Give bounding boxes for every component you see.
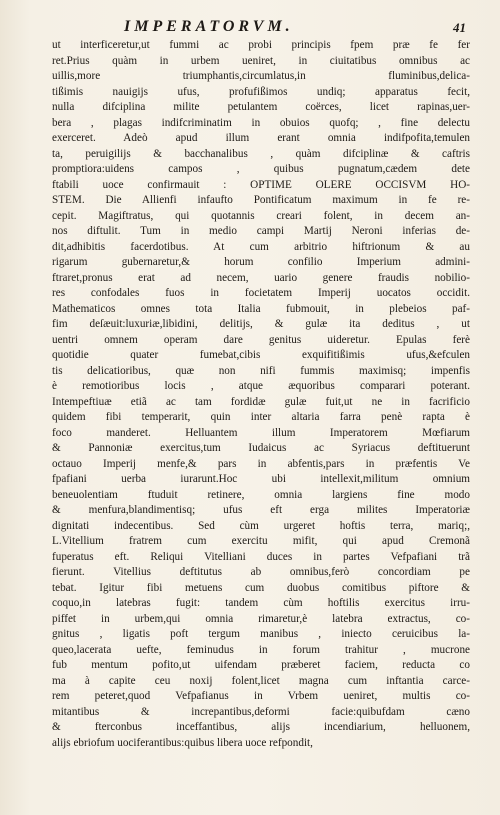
text-line: uillis,more triumphantis,circumlatus,in fluminibus,delica- xyxy=(52,70,470,82)
text-line: exerceret. Adeò apud illum erant omnia indifpofita,temulen xyxy=(52,132,470,144)
text-line: queo,lacerata uefte, feminudus in forum trahitur , mucrone xyxy=(52,643,470,656)
text-line: fim deſæuit:luxuriæ,libidini, delitijs, & gulæ ita deditus , ut xyxy=(52,318,470,330)
text-line: fierunt. Vitellius deftitutus ab omnibus,ferò concordiam pe xyxy=(52,566,470,578)
text-line: ut interficeretur,ut fummi ac probi principis fpem præ fe fer xyxy=(52,39,470,51)
text-line: è remotioribus locis , atque æquoribus comparari poterant. xyxy=(52,380,470,392)
text-line: promptiora:uidens campos , quibus pugnatum,cædem dete xyxy=(52,163,470,175)
text-line: fuperatus eft. Reliqui Vitelliani duces in partes Vefpafiani trã xyxy=(52,550,470,563)
body-text xyxy=(52,38,470,751)
text-line: L.Vitellium fratrem cum exercitu mifit, qui apud Cremonã xyxy=(52,535,470,547)
text-line: nos diftulit. Tum in medio campi Martij Neroni inferias de- xyxy=(52,225,470,237)
text-line: beneuolentiam ftuduit retinere, omnia largiens fine modo xyxy=(52,488,470,501)
page-number: 41 xyxy=(453,20,466,35)
text-line: nulla difciplina milite petulantem coërces, licet rapinas,uer- xyxy=(52,101,470,113)
text-line: ftraret,pronus erat ad necem, uario genere fraudis nobilio- xyxy=(52,271,470,284)
text-line: bera , plagas indifcriminatim in obuios quofq; , fine delectu xyxy=(52,116,470,129)
text-line: uentri omnem operam dare genitus uideretur. Epulas ferè xyxy=(52,333,470,346)
text-line: & fterconbus inceffantibus, alijs incendiarium, helluonem, xyxy=(52,721,470,733)
text-line: ftabili uoce confirmauit : OPTIME OLERE OCCISVM HO- xyxy=(52,178,470,191)
text-line: fpafiani uerba iurarunt.Hoc ubi intellexit,militum omnium xyxy=(52,473,470,485)
text-line: dignitati indecentibus. Sed cùm urgeret hoftis terra, mariq;, xyxy=(52,519,470,532)
text-line: octauo Imperij menfe,& pars in abfentis,pars in præfentis Ve xyxy=(52,457,470,470)
text-line: STEM. Die Allienfi infaufto Pontificatum maximum in fe re- xyxy=(52,194,470,206)
text-line: quotidie quater fumebat,cibis exquifitißimis ufus,&efculen xyxy=(52,349,470,361)
text-line: quidem fibi temperarit, quin inter altaria farra penè rapta è xyxy=(52,411,470,423)
text-line: ret.Prius quàm in urbem ueniret, in ciuitatibus omnibus ac xyxy=(52,54,470,67)
text-line: tebat. Igitur fibi metuens cum duobus comitibus piftore & xyxy=(52,581,470,594)
text-line: tis delicatioribus, quæ non nifi fummis maximisq; impenfis xyxy=(52,364,470,377)
text-line: gnitus , ligatis poft tergum manibus , iniecto ceruicibus la- xyxy=(52,628,470,640)
page-header xyxy=(54,18,466,38)
text-line: mitantibus & increpantibus,deformi facie:quibufdam cæno xyxy=(52,705,470,718)
text-line: tißimis nauigijs ufus, profufißimos undiq; apparatus fecit, xyxy=(52,85,470,98)
text-line: & Pannoniæ exercitus,tum Iudaicus ac Syriacus deftituerunt xyxy=(52,442,470,454)
text-line: cepit. Magiftratus, qui quotannis creari folent, in decem an- xyxy=(52,209,470,222)
text-line: coquo,in latebras fugit: tandem cùm hoftilis exercitus irru- xyxy=(52,597,470,609)
text-line: fub mentum pofito,ut uifendam præberet faciem, reducta co xyxy=(52,659,470,671)
text-line: & menfura,blandimentisq; ufus eft erga milites Imperatoriæ xyxy=(52,504,470,516)
text-line: res confodales fuos in focietatem Imperij uocatos occidit. xyxy=(52,287,470,299)
text-line: ma à capite ceu noxij folent,licet magna cum inftantia carce- xyxy=(52,674,470,687)
text-line: alijs ebriofum uociferantibus:quibus libera uoce refpondit, xyxy=(52,736,313,749)
text-line: piffet in urbem,qui omnia rimaretur,è latebra extractus, co- xyxy=(52,612,470,625)
text-line: Intempeftiuæ etiã ac tam fordidæ gulæ fuit,ut ne in facrificio xyxy=(52,395,470,408)
running-head: IMPERATORVM. xyxy=(124,18,294,35)
text-line: Mathematicos omnes tota Italia fubmouit, in plebeios paf- xyxy=(52,302,470,315)
text-line: dit,adhibitis facerdotibus. At cum arbitrio hiftrionum & au xyxy=(52,240,470,253)
text-line: ta, peruigilijs & bacchanalibus , quàm difciplinæ & caftris xyxy=(52,147,470,160)
text-line: rigarum gubernaretur,& horum confilio Imperium admini- xyxy=(52,256,470,268)
text-line: rem peteret,quod Vefpafianus in Vrbem ueniret, multis co- xyxy=(52,690,470,702)
text-line: foco manderet. Helluantem illum Imperatorem Mœfiarum xyxy=(52,426,470,439)
